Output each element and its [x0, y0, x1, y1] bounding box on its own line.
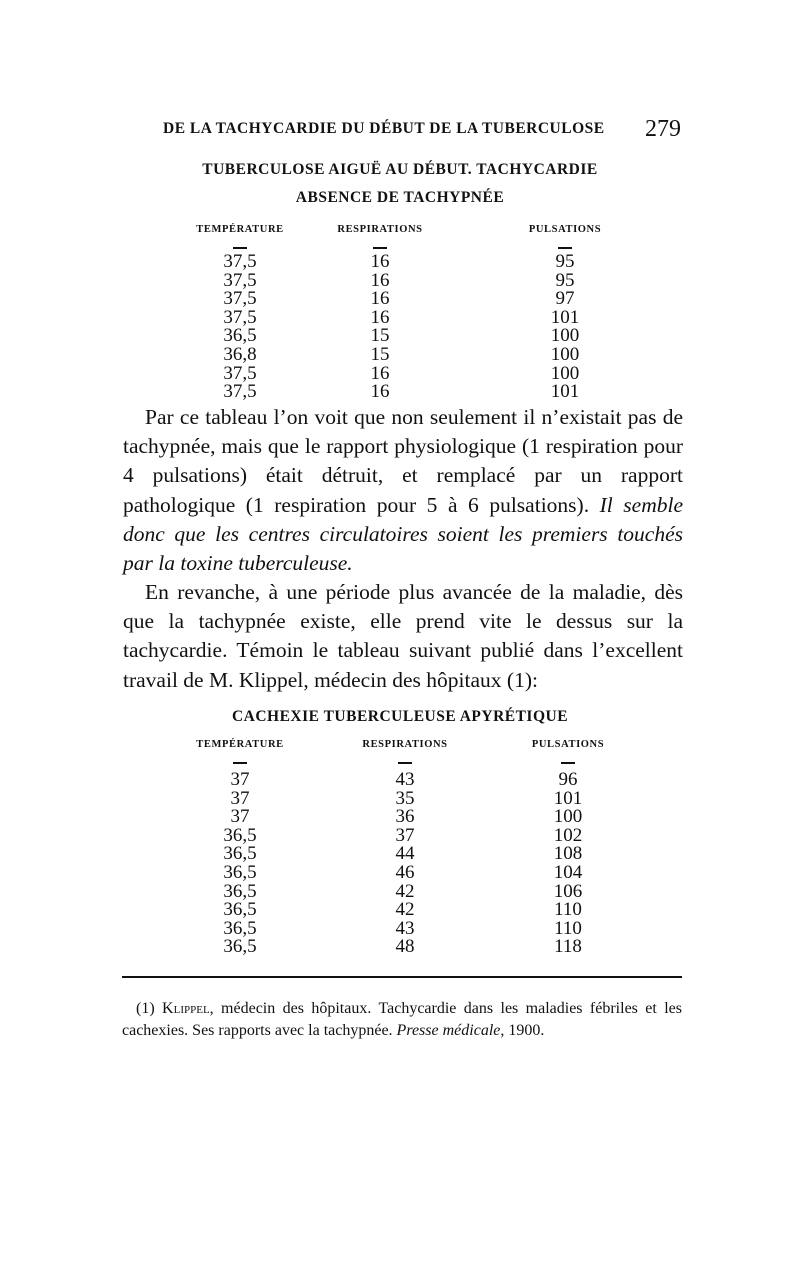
table1-cell: 16 — [370, 306, 390, 328]
table2-caption: CACHEXIE TUBERCULEUSE APYRÉTIQUE — [231, 708, 569, 725]
footnote-year: , 1900. — [500, 1022, 545, 1039]
table1-cell: 37,5 — [223, 269, 257, 291]
table1-cell: 95 — [555, 269, 575, 291]
table2-cell: 101 — [553, 787, 583, 809]
table1-col-head-1: RESPIRATIONS — [337, 224, 423, 235]
footnote-author: Klippel — [162, 1000, 210, 1017]
table1-cell: 100 — [550, 344, 580, 365]
table1-cell: 37,5 — [223, 251, 257, 272]
table1-cell: 101 — [550, 381, 580, 403]
running-title: DE LA TACHYCARDIE DU DÉBUT DE LA TUBERCULOSE — [163, 120, 605, 137]
running-header — [163, 116, 681, 144]
table2-cell: 110 — [554, 899, 582, 921]
table2-col-dash-0 — [233, 762, 247, 764]
table2-col-dash-2 — [561, 762, 575, 764]
table2-cell: 42 — [395, 880, 415, 902]
table2-cell: 46 — [395, 862, 415, 883]
table1-cell: 15 — [370, 344, 390, 365]
page-number: 279 — [645, 116, 681, 142]
table2-cell: 37 — [230, 787, 250, 809]
table2-cell: 48 — [395, 936, 415, 958]
table2-cell: 96 — [558, 769, 578, 790]
table2-cell: 43 — [395, 769, 415, 790]
table2-cell: 36,5 — [223, 880, 257, 902]
table2-cell: 44 — [395, 843, 415, 865]
table1-col-head-0: TEMPÉRATURE — [196, 224, 284, 235]
table1-cell: 36,5 — [223, 325, 257, 347]
table2-cell: 100 — [553, 806, 583, 828]
table2-col-head-1: RESPIRATIONS — [362, 739, 448, 750]
table2-cell: 36,5 — [223, 843, 257, 865]
table2-cell: 110 — [554, 917, 582, 939]
footnote-rule — [122, 976, 682, 978]
table2-cell: 118 — [554, 936, 582, 958]
table1-cell: 101 — [550, 306, 580, 328]
table2-col-head-0: TEMPÉRATURE — [196, 739, 284, 750]
table1-cell: 37,5 — [223, 306, 257, 328]
paragraph-1-italic: Il semble donc que les centres circulatoires soient les premiers touchés par la toxine tuberculeuse. — [123, 492, 684, 576]
paragraph-2 — [123, 578, 683, 695]
table2-cell: 43 — [395, 917, 415, 939]
table2-col-dash-1 — [398, 762, 412, 764]
table1-col-dash-0 — [233, 247, 247, 249]
table1-cell: 37,5 — [223, 288, 257, 310]
table2-cell: 35 — [395, 787, 415, 809]
table1-cell: 97 — [555, 288, 575, 310]
table1-caption-line2: ABSENCE DE TACHYPNÉE — [295, 189, 505, 206]
table2-cell: 37 — [230, 769, 250, 790]
table2-cell: 36,5 — [223, 899, 257, 921]
table1-cell: 37,5 — [223, 362, 257, 384]
table2-cell: 106 — [553, 880, 583, 902]
table2-cell: 36,5 — [223, 936, 257, 958]
footnote-text: , médecin des hôpitaux. Tachycardie dans les maladies fébriles et les cachexies. Ses rapports avec la tachypnée. — [122, 1000, 682, 1039]
table1-cell: 95 — [555, 251, 575, 272]
table2-cell: 104 — [553, 862, 583, 883]
table2-cell: 37 — [230, 806, 250, 828]
table2-col-head-2: PULSATIONS — [531, 739, 605, 750]
table1-cell: 100 — [550, 362, 580, 384]
table1-cell: 16 — [370, 269, 390, 291]
table2-cell: 36,5 — [223, 917, 257, 939]
table2-cell: 108 — [553, 843, 583, 865]
table1-cell: 37,5 — [223, 381, 257, 403]
table2-cell: 36,5 — [223, 862, 257, 883]
table1-cell: 16 — [370, 288, 390, 310]
table2-cell: 37 — [395, 824, 415, 846]
table1-col-dash-1 — [373, 247, 387, 249]
table1-caption-line1: TUBERCULOSE AIGUË AU DÉBUT. TACHYCARDIE — [202, 161, 598, 178]
footnote-journal: Presse médicale — [396, 1022, 501, 1039]
footnote — [122, 998, 682, 1042]
table1-cell: 36,8 — [223, 344, 257, 365]
table2-cell: 36,5 — [223, 824, 257, 846]
table1-cell: 16 — [370, 251, 390, 272]
footnote-marker: (1) — [136, 1000, 155, 1017]
table2-cell: 36 — [395, 806, 415, 828]
paragraph-1-text: Par ce tableau l’on voit que non seulement il n’existait pas de tachypnée, mais que le rapport physiologique (1 respiration pour 4 pulsations) était détruit, et remplacé par un rapport pathologique (1 respiration pour 5 à 6 pulsations). — [123, 405, 683, 517]
table2-cell: 42 — [395, 899, 415, 921]
paragraph-1 — [123, 403, 683, 578]
table1-cell: 100 — [550, 325, 580, 347]
paragraph-2-text: En revanche, à une période plus avancée de la maladie, dès que la tachypnée existe, elle prend vite le dessus sur la tachycardie. Témoin le tableau suivant publié dans l’excellent travail de M. Klippel, médecin des hôpitaux (1): — [123, 580, 683, 692]
table1-cell: 16 — [370, 381, 390, 403]
table1-cell: 15 — [370, 325, 390, 347]
table1-col-head-2: PULSATIONS — [528, 224, 602, 235]
table2-cell: 102 — [553, 824, 583, 846]
table1-col-dash-2 — [558, 247, 572, 249]
table1-cell: 16 — [370, 362, 390, 384]
